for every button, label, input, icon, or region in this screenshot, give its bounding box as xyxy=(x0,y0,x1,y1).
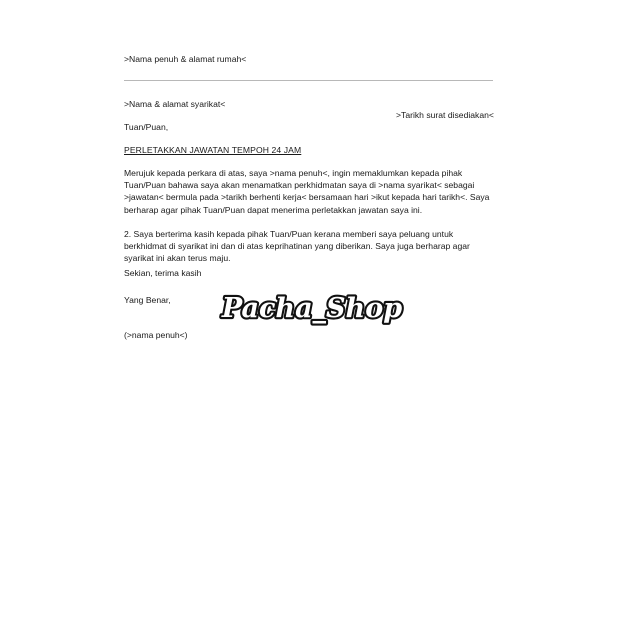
sign-off: Yang Benar, xyxy=(124,295,171,305)
letter-subject: PERLETAKKAN JAWATAN TEMPOH 24 JAM xyxy=(124,145,302,155)
paragraph-line: berharap agar pihak Tuan/Puan dapat menerima perletakkan jawatan saya ini. xyxy=(124,204,423,215)
shop-watermark xyxy=(216,286,408,330)
paragraph-line: Merujuk kepada perkara di atas, saya >nama penuh<, ingin memaklumkan kepada pihak xyxy=(124,168,463,178)
paragraph-line: berkhidmat di syarikat ini dan di atas keprihatinan yang diberikan. Saya juga berharap agar xyxy=(124,241,470,252)
paragraph-line: 2. Saya berterima kasih kepada pihak Tuan/Puan kerana memberi saya peluang untuk xyxy=(124,229,454,239)
recipient-address: >Nama & alamat syarikat< xyxy=(124,99,226,109)
paragraph-line: Tuan/Puan bahawa saya akan menamatkan perkhidmatan saya di >nama syarikat< sebagai xyxy=(124,180,475,191)
body-paragraph-2 xyxy=(124,228,504,265)
closing-line: Sekian, terima kasih xyxy=(124,268,202,278)
paragraph-line: syarikat ini akan terus maju. xyxy=(124,253,231,264)
signature-name: (>nama penuh<) xyxy=(124,330,188,340)
salutation: Tuan/Puan, xyxy=(124,122,169,132)
sender-address: >Nama penuh & alamat rumah< xyxy=(124,54,247,64)
watermark-text: Pacha_Shop xyxy=(221,293,403,324)
letter-date: >Tarikh surat disediakan< xyxy=(396,110,494,120)
header-divider xyxy=(124,80,493,81)
paragraph-line: >jawatan< bermula pada >tarikh berhenti kerja< bersamaan hari >ikut kepada hari tarikh<. Saya xyxy=(124,192,490,203)
body-paragraph-1 xyxy=(124,167,504,216)
